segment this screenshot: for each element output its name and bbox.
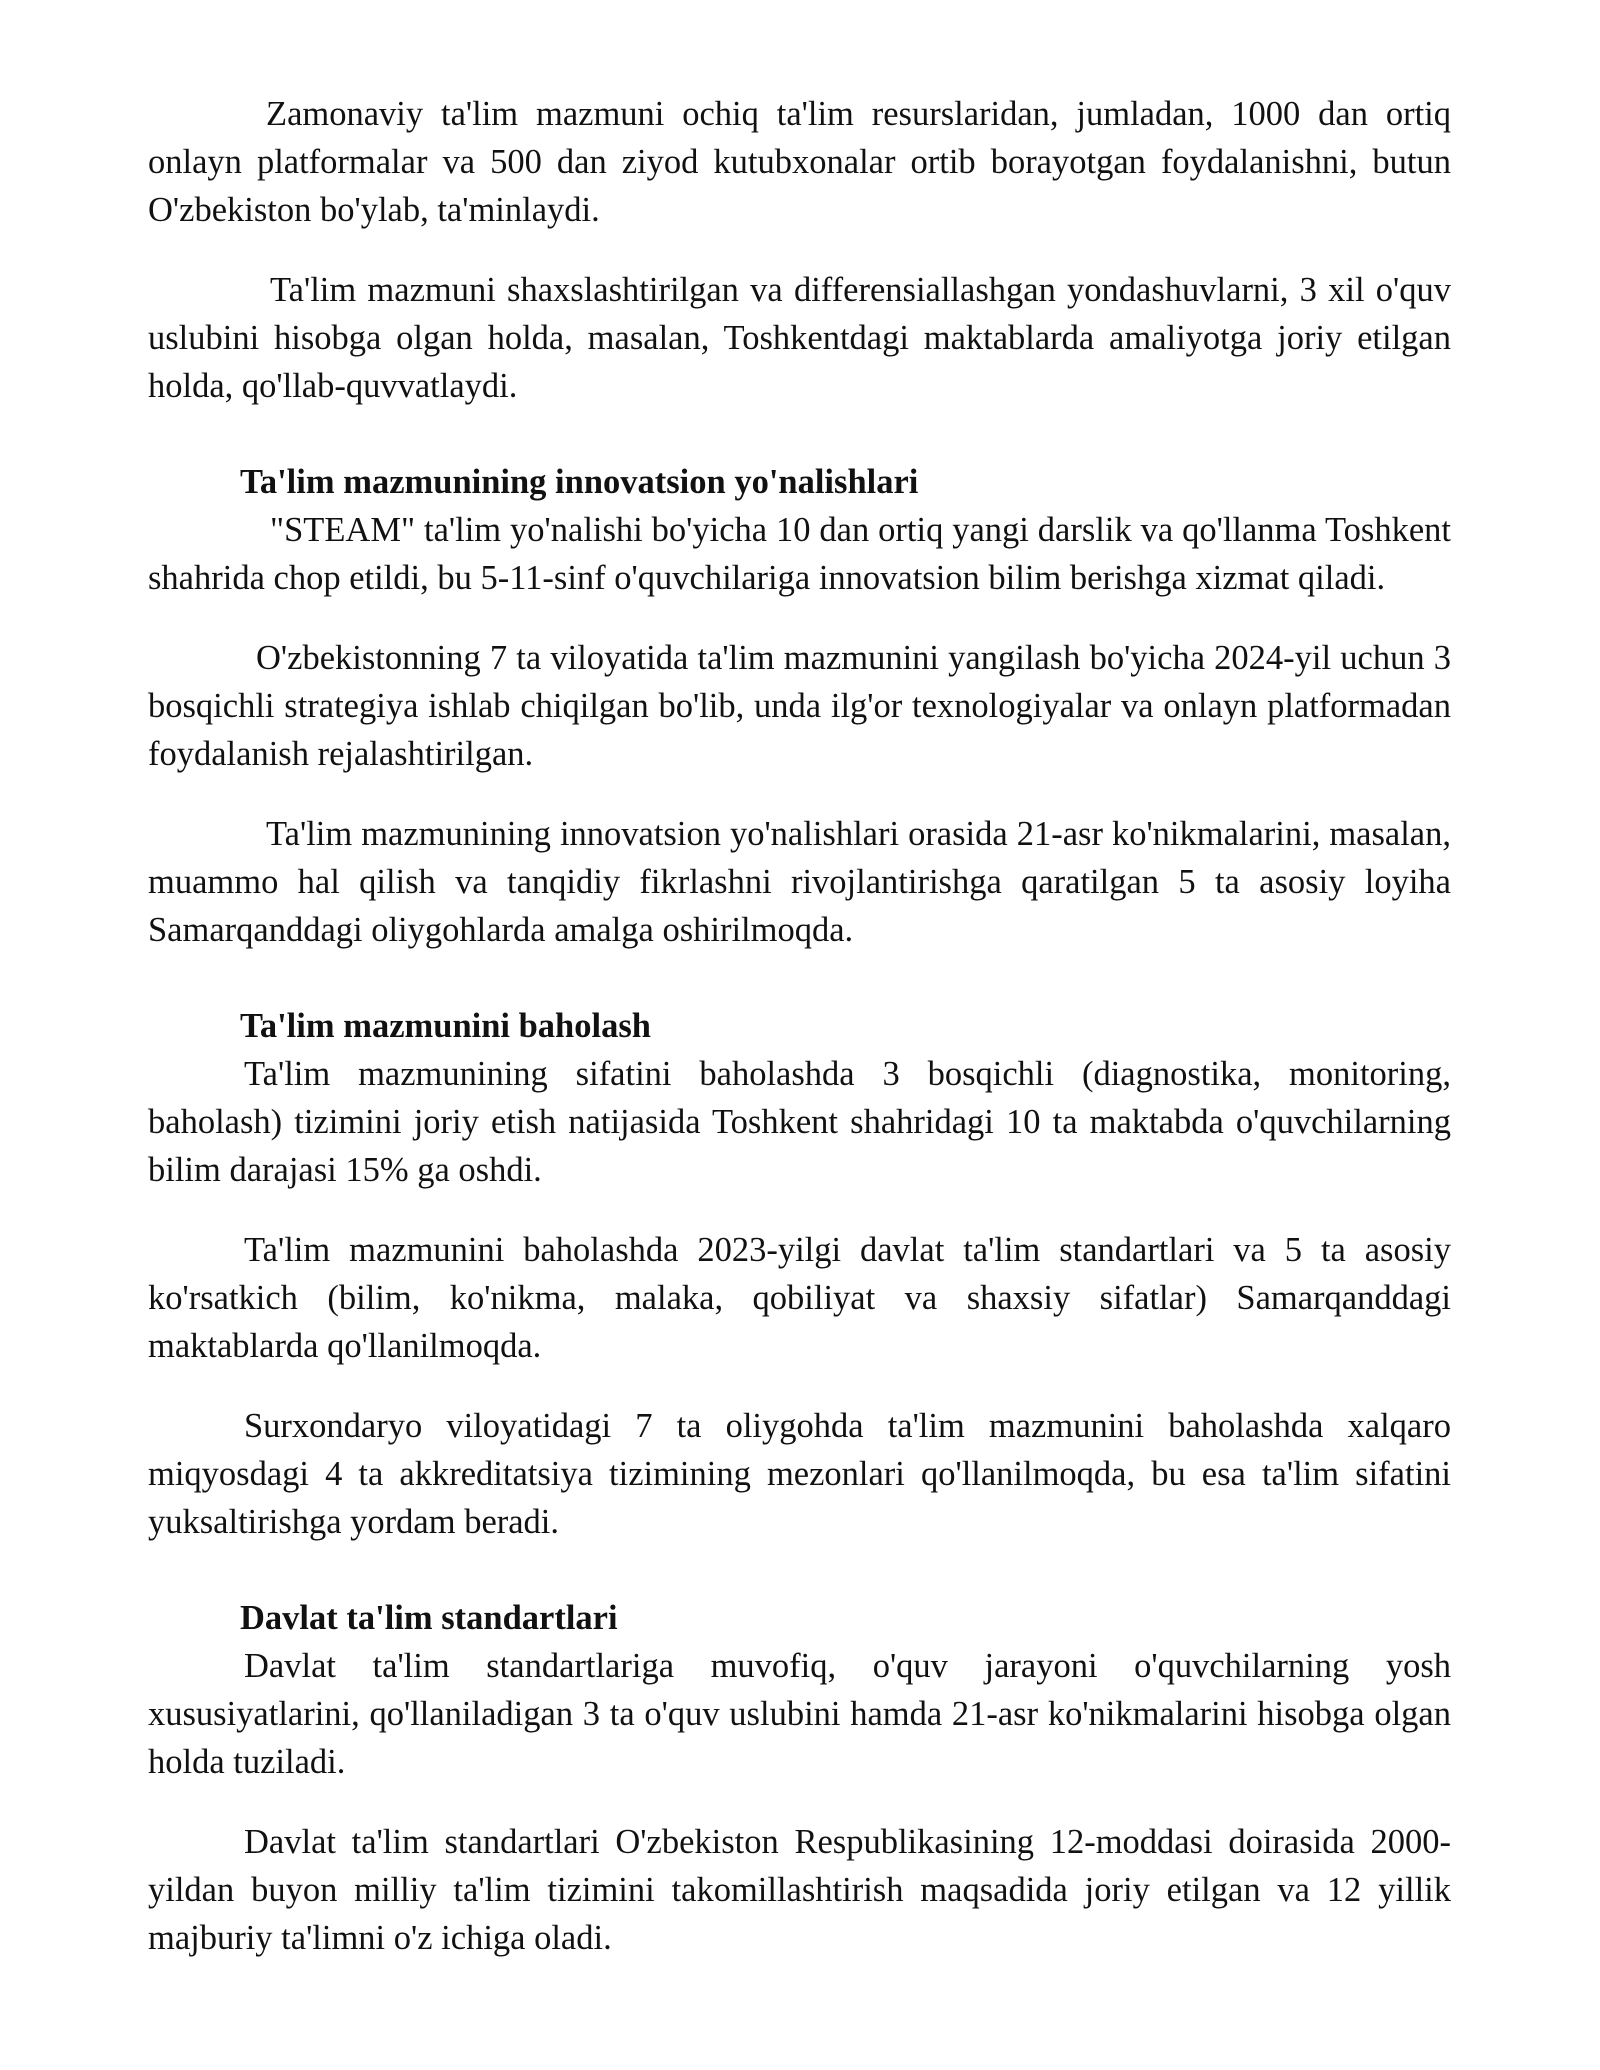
section-heading-assessment: Ta'lim mazmunini baholash xyxy=(240,1007,651,1045)
document-page xyxy=(148,90,1451,1962)
innovations-paragraph-skills: Ta'lim mazmunining innovatsion yo'nalishlari orasida 21-asr ko'nikmalarini, masalan, muammo hal qilish va tanqidiy fikrlashni rivojlantirishga qaratilgan 5 ta asosiy loyiha Samarqanddagi oliygohlarda amalga oshirilmoqda. xyxy=(148,815,1451,949)
state-standards-paragraph-process: Davlat ta'lim standartlariga muvofiq, o'quv jarayoni o'quvchilarning yosh xususiyatlarini, qo'llaniladigan 3 ta o'quv uslubini hamda 21-asr ko'nikmalarini hisobga olgan holda tuziladi. xyxy=(148,1647,1451,1781)
paragraph-spacer xyxy=(148,1370,1451,1402)
paragraph-spacer xyxy=(148,1786,1451,1818)
paragraph-spacer xyxy=(148,602,1451,634)
state-standards-paragraph-history: Davlat ta'lim standartlari O'zbekiston Respublikasining 12-moddasi doirasida 2000-yildan buyon milliy ta'lim tizimini takomillashtirish maqsadida joriy etilgan va 12 yillik majburiy ta'limni o'z ichiga oladi. xyxy=(148,1823,1451,1957)
innovations-paragraph-strategy: O'zbekistonning 7 ta viloyatida ta'lim mazmunini yangilash bo'yicha 2024-yil uchun 3 bosqichli strategiya ishlab chiqilgan bo'lib, unda ilg'or texnologiyalar va onlayn platformadan foydalanish rejalashtirilgan. xyxy=(148,639,1451,773)
intro-paragraph-personalized: Ta'lim mazmuni shaxslashtirilgan va differensiallashgan yondashuvlarni, 3 xil o'quv uslubini hisobga olgan holda, masalan, Toshkentdagi maktablarda amaliyotga joriy etilgan holda, qo'llab-quvvatlaydi. xyxy=(148,271,1451,405)
section-heading-innovations: Ta'lim mazmunining innovatsion yo'nalishlari xyxy=(240,463,919,501)
innovations-paragraph-steam: "STEAM" ta'lim yo'nalishi bo'yicha 10 dan ortiq yangi darslik va qo'llanma Toshkent shahrida chop etildi, bu 5-11-sinf o'quvchilariga innovatsion bilim berishga xizmat qiladi. xyxy=(148,511,1451,597)
assessment-paragraph-three-stage: Ta'lim mazmunining sifatini baholashda 3 bosqichli (diagnostika, monitoring, baholash) tizimini joriy etish natijasida Toshkent shahridagi 10 ta maktabda o'quvchilarning bilim darajasi 15% ga oshdi. xyxy=(148,1055,1451,1189)
assessment-paragraph-standards: Ta'lim mazmunini baholashda 2023-yilgi davlat ta'lim standartlari va 5 ta asosiy ko'rsatkich (bilim, ko'nikma, malaka, qobiliyat va shaxsiy sifatlar) Samarqanddagi maktablarda qo'llanilmoqda. xyxy=(148,1231,1451,1365)
section-spacer xyxy=(148,954,1451,1002)
paragraph-spacer xyxy=(148,1194,1451,1226)
section-spacer xyxy=(148,1546,1451,1594)
section-heading-state-standards: Davlat ta'lim standartlari xyxy=(240,1599,618,1637)
assessment-paragraph-accreditation: Surxondaryo viloyatidagi 7 ta oliygohda ta'lim mazmunini baholashda xalqaro miqyosdagi 4 ta akkreditatsiya tizimining mezonlari qo'llanilmoqda, bu esa ta'lim sifatini yuksaltirishga yordam beradi. xyxy=(148,1407,1451,1541)
section-spacer xyxy=(148,410,1451,458)
paragraph-spacer xyxy=(148,778,1451,810)
intro-paragraph-open-resources: Zamonaviy ta'lim mazmuni ochiq ta'lim resurslaridan, jumladan, 1000 dan ortiq onlayn platformalar va 500 dan ziyod kutubxonalar ortib borayotgan foydalanishni, butun O'zbekiston bo'ylab, ta'minlaydi. xyxy=(148,95,1451,229)
paragraph-spacer xyxy=(148,234,1451,266)
